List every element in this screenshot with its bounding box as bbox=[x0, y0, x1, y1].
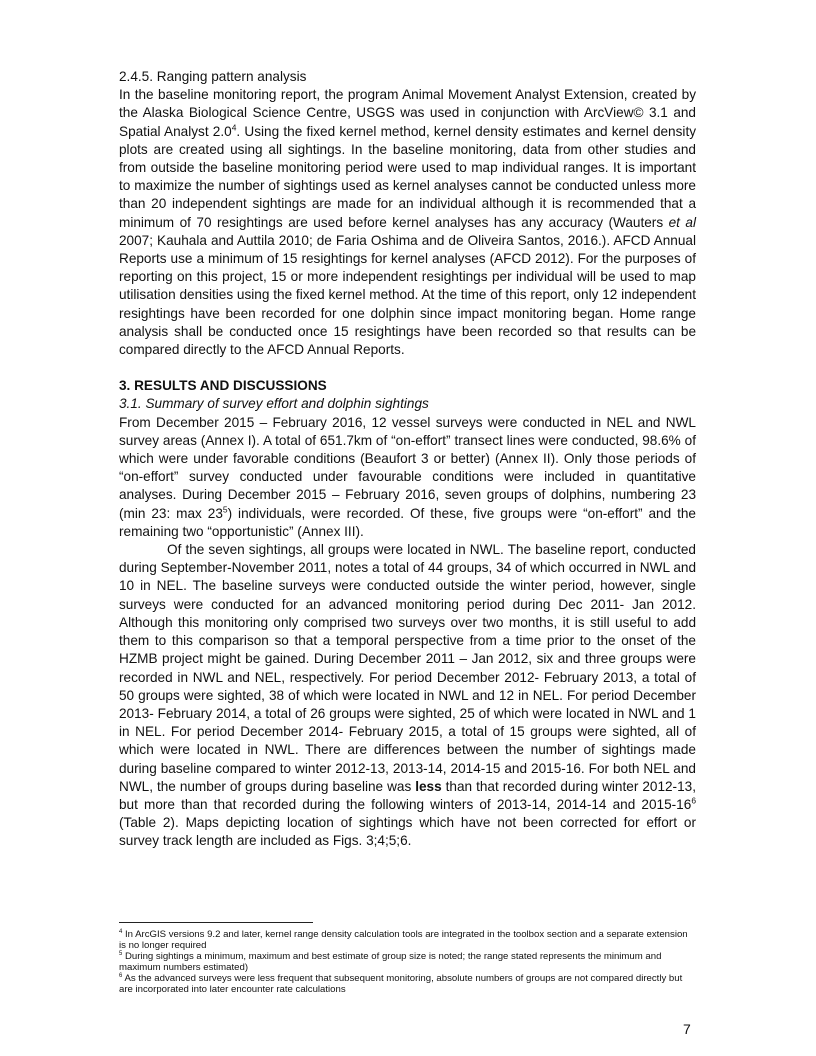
paragraph-text: From December 2015 – February 2016, 12 vessel surveys were conducted in NEL and NWL survey areas (Annex I). A total of 651.7km of “on-effort” transect lines were conducted, 98.6% of which were under favorable conditions (Beaufort 3 or better) (Annex II). Only those periods of “on-effort” survey conducted under favourable conditions were included in quantitative analyses. During December 2015 – February 2016, seven groups of dolphins, numbering 23 (min 23: max 23 bbox=[119, 414, 696, 521]
section-heading-results: 3. RESULTS AND DISCUSSIONS bbox=[119, 378, 327, 394]
footnote-divider bbox=[119, 922, 313, 923]
paragraph-sightings-comparison bbox=[119, 541, 696, 850]
footnote-ref-4[interactable]: 4 bbox=[231, 122, 237, 133]
paragraph-text: . Using the fixed kernel method, kernel density estimates and kernel density plots are created using all sightings. In the baseline monitoring, data from other studies and from outside the baseline monitoring period were used to map individual ranges. It is important to maximize the number of sightings used as kernel analyses cannot be conducted unless more than 20 independent sightings are made for an individual although it is recommended that a minimum of 70 resightings are used before kernel analyses has any accuracy (Wauters bbox=[119, 123, 697, 230]
footnote-ref-6[interactable]: 6 bbox=[691, 795, 696, 806]
footnotes bbox=[119, 922, 696, 995]
paragraph-text: 2007; Kauhala and Auttila 2010; de Faria Oshima and de Oliveira Santos, 2016.). AFCD Annual Reports use a minimum of 15 resightings for kernel analyses (AFCD 2012). For the purposes of reporting on this project, 15 or more independent resightings per individual will be used to map utilisation densities using the fixed kernel method. At the time of this report, only 12 independent resightings have been recorded for one dolphin since impact monitoring began. Home range analysis shall be conducted once 15 resightings have been recorded so that results can be compared directly to the AFCD Annual Reports. bbox=[119, 232, 696, 358]
subsection-heading-survey: 3.1. Summary of survey effort and dolphin sightings bbox=[119, 396, 429, 412]
footnote-text: As the advanced surveys were less frequent that subsequent monitoring, absolute numbers of groups are not compared directly but are incorporated into later encounter rate calculations bbox=[119, 973, 683, 995]
footnote-5 bbox=[119, 951, 696, 973]
section-gap bbox=[119, 359, 696, 377]
footnote-ref-5[interactable]: 5 bbox=[222, 504, 228, 515]
paragraph-ranging bbox=[119, 86, 696, 359]
paragraph-text: than that recorded during winter 2012-13, but more than that recorded during the following winters of 2013-14, 2014-14 and 2015-16 bbox=[119, 778, 696, 812]
footnote-marker-4: 4 bbox=[119, 928, 123, 935]
footnote-text: In ArcGIS versions 9.2 and later, kernel range density calculation tools are integrated in the toolbox section and a separate extension is no longer required bbox=[119, 929, 688, 951]
paragraph-survey-effort bbox=[119, 414, 696, 541]
section-title-ranging: 2.4.5. Ranging pattern analysis bbox=[119, 69, 307, 84]
page-number: 7 bbox=[683, 1021, 691, 1037]
footnote-4 bbox=[119, 929, 696, 951]
paragraph-text: Of the seven sightings, all groups were located in NWL. The baseline report, conducted during September-November 2011, notes a total of 44 groups, 34 of which occurred in NWL and 10 in NEL. The baseline surveys were conducted outside the winter period, however, single surveys were conducted for an advanced monitoring period during Dec 2011- Jan 2012. Although this monitoring only comprised two surveys over two months, it is still useful to add them to this comparison so that a temporal perspective from a time prior to the onset of the HZMB project might be gained. During December 2011 – Jan 2012, six and three groups were recorded in NWL and NEL, respectively. For period December 2012- February 2013, a total of 50 groups were sighted, 38 of which were located in NWL and 12 in NEL. For period December 2013- February 2014, a total of 26 groups were sighted, 25 of which were located in NWL and 1 in NEL. For period December 2014- February 2015, a total of 15 groups were sighted, all of which were located in NWL. There are differences between the number of sightings made during baseline compared to winter 2012-13, 2013-14, 2014-15 and 2015-16. For both NEL and NWL, the number of groups during baseline was bbox=[119, 542, 696, 794]
footnote-marker-6: 6 bbox=[119, 972, 123, 979]
paragraph-text: ) individuals, were recorded. Of these, five groups were “on-effort” and the remaining two “opportunistic” (Annex III). bbox=[119, 505, 696, 539]
paragraph-text: (Table 2). Maps depicting location of sightings which have not been corrected for effort or survey track length are included as Figs. 3;4;5;6. bbox=[119, 815, 696, 849]
bold-text: less bbox=[415, 778, 442, 794]
footnote-marker-5: 5 bbox=[119, 950, 123, 957]
body-text bbox=[119, 68, 696, 851]
footnote-6 bbox=[119, 973, 696, 995]
footnote-text: During sightings a minimum, maximum and best estimate of group size is noted; the range stated represents the minimum and maximum numbers estimated) bbox=[119, 951, 662, 973]
italic-text: et al bbox=[668, 214, 696, 230]
paragraph-text: In the baseline monitoring report, the program Animal Movement Analyst Extension, created by the Alaska Biological Science Centre, USGS was used in conjunction with ArcView© 3.1 and Spatial Analyst 2.0 bbox=[119, 87, 696, 139]
